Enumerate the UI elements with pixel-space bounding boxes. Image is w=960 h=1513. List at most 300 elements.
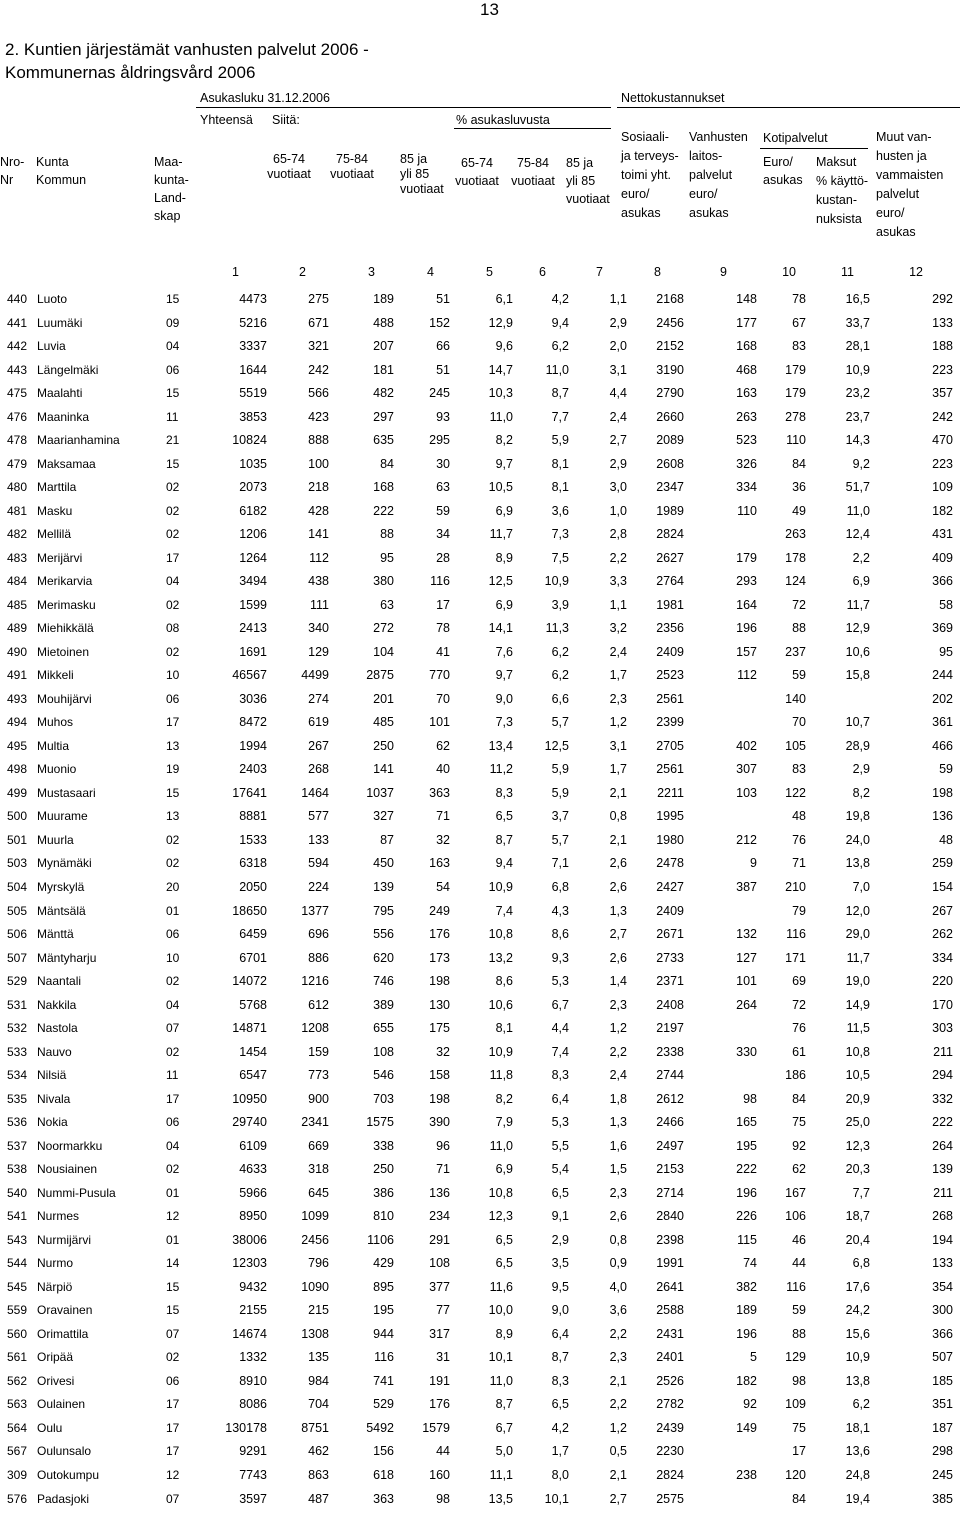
cell-kunta: Muonio: [37, 762, 77, 777]
cell-value: 17,6: [845, 1279, 870, 1294]
cell-value: 71: [792, 856, 806, 871]
cell-value: 13,4: [488, 738, 513, 753]
cell-value: 264: [932, 1138, 953, 1153]
cell-value: 263: [736, 409, 757, 424]
cell-value: 6,7: [495, 1420, 513, 1435]
cell-value: 111: [309, 597, 329, 612]
cell-value: 3,6: [551, 503, 569, 518]
cell-value: 8,3: [551, 1373, 569, 1388]
cell-value: 245: [429, 386, 450, 401]
cell-value: 390: [429, 1115, 450, 1130]
cell-value: 132: [736, 927, 757, 942]
cell-value: 387: [736, 880, 757, 894]
cell-value: 272: [373, 621, 394, 636]
header-sita: Siitä:: [272, 113, 300, 127]
cell-value: 11,0: [489, 409, 513, 424]
table-row: [0, 1019, 960, 1042]
cell-value: 1981: [656, 597, 684, 612]
column-number: 8: [654, 265, 661, 279]
cell-kunta: Nokia: [37, 1115, 68, 1130]
cell-value: 1,4: [609, 974, 627, 989]
cell-maakunta: 09: [166, 315, 180, 330]
header-nettokustannukset: Nettokustannukset: [621, 91, 725, 105]
cell-value: 8,1: [495, 1021, 513, 1036]
cell-value: 98: [436, 1491, 450, 1506]
cell-value: 224: [308, 880, 329, 894]
cell-value: 2,9: [609, 456, 627, 471]
cell-value: 2211: [657, 785, 684, 800]
cell-nro: 482: [7, 527, 28, 542]
cell-nro: 529: [7, 974, 28, 989]
cell-value: 14,1: [488, 621, 513, 636]
cell-value: 5,4: [551, 1162, 569, 1177]
cell-value: 215: [308, 1303, 329, 1318]
cell-value: 2050: [239, 880, 267, 894]
cell-value: 2,1: [609, 785, 627, 800]
cell-value: 168: [736, 339, 757, 354]
cell-value: 5,0: [495, 1444, 513, 1459]
cell-value: 8,1: [551, 480, 569, 495]
table-row: [0, 408, 960, 431]
cell-value: 2733: [656, 950, 684, 965]
cell-maakunta: 01: [166, 903, 180, 918]
cell-value: 2608: [656, 456, 684, 471]
cell-value: 2790: [656, 386, 684, 401]
cell-value: 29740: [232, 1115, 267, 1130]
cell-value: 2073: [239, 480, 267, 495]
cell-value: 529: [373, 1397, 394, 1412]
cell-value: 10824: [232, 433, 267, 448]
cell-value: 220: [932, 974, 953, 989]
cell-value: 3853: [239, 409, 267, 424]
cell-value: 2,4: [609, 409, 627, 424]
cell-value: 28,1: [845, 339, 870, 354]
cell-kunta: Mänttä: [37, 927, 74, 942]
cell-value: 112: [737, 668, 757, 683]
cell-value: 2824: [656, 1468, 684, 1482]
cell-value: 5,3: [551, 974, 569, 989]
cell-kunta: Muhos: [37, 715, 74, 730]
cell-value: 189: [373, 292, 394, 306]
cell-value: 83: [792, 339, 806, 354]
header-rule-nettokustannukset: [617, 107, 960, 108]
cell-value: 29,0: [845, 927, 870, 942]
cell-kunta: Maaninka: [37, 409, 90, 424]
cell-value: 17: [436, 597, 450, 612]
cell-nro: 562: [7, 1373, 28, 1388]
cell-value: 334: [736, 480, 757, 495]
cell-maakunta: 15: [166, 386, 180, 401]
cell-maakunta: 15: [166, 785, 180, 800]
cell-maakunta: 04: [166, 339, 180, 354]
cell-nro: 505: [7, 903, 28, 918]
cell-value: 173: [429, 950, 450, 965]
cell-value: 10,9: [544, 574, 569, 589]
cell-value: 218: [308, 480, 329, 495]
table-row: [0, 502, 960, 525]
cell-value: 59: [792, 1303, 806, 1318]
header-age-75-84: vuotiaat: [330, 167, 374, 181]
cell-value: 139: [373, 880, 394, 894]
cell-nro: 476: [7, 409, 28, 424]
cell-kunta: Luumäki: [37, 315, 83, 330]
header-sosiaali-terveys: euro/: [621, 187, 650, 201]
cell-value: 88: [792, 1326, 806, 1341]
table-row: [0, 1419, 960, 1442]
cell-value: 93: [436, 409, 450, 424]
cell-value: 5: [750, 1350, 757, 1365]
cell-value: 2,6: [609, 880, 627, 894]
cell-kunta: Muurame: [37, 809, 88, 824]
table-row: [0, 949, 960, 972]
header-pct-85: 85 ja: [566, 156, 594, 170]
cell-value: 115: [737, 1232, 757, 1247]
cell-value: 2526: [656, 1373, 684, 1388]
cell-value: 12,4: [845, 527, 870, 542]
cell-value: 2,0: [609, 339, 627, 354]
cell-value: 2523: [656, 668, 684, 683]
cell-value: 619: [308, 715, 329, 730]
cell-value: 101: [429, 715, 450, 730]
cell-value: 382: [736, 1279, 757, 1294]
cell-value: 944: [373, 1326, 394, 1341]
header-koti-euro: Euro/: [763, 155, 793, 169]
cell-value: 2,2: [609, 1326, 627, 1341]
cell-nro: 540: [7, 1185, 28, 1200]
cell-maakunta: 06: [166, 1373, 180, 1388]
cell-value: 156: [373, 1444, 394, 1459]
cell-value: 317: [429, 1326, 450, 1341]
cell-value: 9,7: [495, 668, 513, 683]
cell-value: 20,4: [845, 1232, 870, 1247]
cell-kunta: Myrskylä: [37, 880, 85, 894]
cell-value: 0,8: [609, 809, 627, 824]
cell-value: 116: [786, 927, 806, 942]
cell-value: 8950: [239, 1209, 267, 1224]
cell-value: 9,0: [495, 691, 513, 706]
cell-value: 105: [785, 738, 806, 753]
cell-value: 189: [736, 1303, 757, 1318]
cell-value: 264: [736, 997, 757, 1012]
cell-value: 8,3: [551, 1068, 569, 1083]
cell-value: 2,3: [609, 997, 627, 1012]
cell-value: 423: [308, 409, 329, 424]
table-row: [0, 1090, 960, 1113]
cell-maakunta: 02: [166, 480, 180, 495]
cell-value: 295: [429, 433, 450, 448]
cell-kunta: Mietoinen: [37, 644, 90, 659]
cell-kunta: Nauvo: [37, 1044, 72, 1059]
cell-value: 389: [373, 997, 394, 1012]
table-row: [0, 1301, 960, 1324]
cell-value: 2,7: [609, 433, 627, 448]
cell-value: 2341: [301, 1115, 329, 1130]
cell-value: 7,7: [852, 1185, 870, 1200]
cell-value: 61: [792, 1044, 806, 1059]
cell-value: 2401: [656, 1350, 684, 1365]
cell-kunta: Nakkila: [37, 997, 77, 1012]
table-row: [0, 337, 960, 360]
cell-value: 741: [373, 1373, 394, 1388]
cell-value: 5,9: [551, 762, 569, 777]
header-age-85: 85 ja: [400, 152, 428, 166]
cell-value: 10,5: [488, 480, 513, 495]
cell-value: 140: [785, 691, 806, 706]
column-number: 7: [596, 265, 603, 279]
cell-value: 23,7: [845, 409, 870, 424]
cell-value: 4,4: [551, 1021, 569, 1036]
cell-value: 2,4: [609, 1068, 627, 1083]
cell-value: 124: [785, 574, 806, 589]
cell-value: 59: [939, 762, 953, 777]
cell-value: 2671: [656, 927, 684, 942]
cell-maakunta: 17: [166, 1444, 180, 1459]
cell-value: 148: [736, 292, 757, 306]
cell-value: 244: [932, 668, 953, 683]
cell-value: 11,2: [489, 762, 513, 777]
cell-maakunta: 02: [166, 856, 180, 871]
cell-kunta: Mäntsälä: [37, 903, 86, 918]
cell-value: 12,9: [488, 315, 513, 330]
cell-maakunta: 07: [166, 1326, 180, 1341]
cell-value: 2,7: [609, 927, 627, 942]
cell-value: 1090: [301, 1279, 329, 1294]
table-row: [0, 478, 960, 501]
cell-value: 4,3: [551, 903, 569, 918]
cell-value: 6,2: [551, 668, 569, 683]
cell-nro: 503: [7, 856, 28, 871]
cell-maakunta: 02: [166, 974, 180, 989]
cell-value: 262: [932, 927, 953, 942]
header-vanhusten-laitos: palvelut: [689, 168, 733, 182]
cell-kunta: Luvia: [37, 339, 66, 354]
cell-value: 466: [932, 738, 953, 753]
table-row: [0, 1207, 960, 1230]
cell-value: 6109: [239, 1138, 267, 1153]
cell-value: 178: [785, 550, 806, 565]
cell-value: 5216: [239, 315, 267, 330]
cell-value: 196: [736, 1326, 757, 1341]
cell-kunta: Marttila: [37, 480, 77, 495]
cell-value: 10,6: [845, 644, 870, 659]
cell-value: 28,9: [845, 738, 870, 753]
table-row: [0, 314, 960, 337]
cell-value: 2403: [239, 762, 267, 777]
header-rule-kotipalvelut: [760, 148, 868, 149]
cell-value: 10,8: [488, 927, 513, 942]
cell-value: 95: [939, 644, 953, 659]
cell-value: 1575: [366, 1115, 394, 1130]
cell-value: 48: [939, 832, 953, 847]
cell-value: 1579: [422, 1420, 450, 1435]
cell-value: 303: [932, 1021, 953, 1036]
cell-value: 3,6: [609, 1303, 627, 1318]
cell-value: 176: [429, 1397, 450, 1412]
cell-value: 164: [736, 597, 757, 612]
cell-value: 152: [429, 315, 450, 330]
cell-value: 2230: [656, 1444, 684, 1459]
cell-value: 2155: [239, 1303, 267, 1318]
cell-value: 19,4: [845, 1491, 870, 1506]
cell-value: 900: [308, 1091, 329, 1106]
cell-value: 8910: [239, 1373, 267, 1388]
cell-value: 810: [373, 1209, 394, 1224]
cell-value: 44: [436, 1444, 450, 1459]
cell-value: 274: [308, 691, 329, 706]
cell-nro: 531: [7, 997, 28, 1012]
cell-maakunta: 02: [166, 597, 180, 612]
cell-value: 2409: [656, 903, 684, 918]
cell-value: 14,3: [845, 433, 870, 448]
cell-value: 2398: [656, 1232, 684, 1247]
cell-kunta: Nurmo: [37, 1256, 74, 1271]
cell-value: 3597: [239, 1491, 267, 1506]
cell-value: 84: [792, 456, 806, 471]
cell-value: 9,7: [495, 456, 513, 471]
column-number: 4: [427, 265, 434, 279]
cell-value: 3337: [239, 339, 267, 354]
cell-value: 704: [308, 1397, 329, 1412]
cell-value: 9,4: [551, 315, 569, 330]
table-row: [0, 996, 960, 1019]
cell-value: 7,3: [495, 715, 513, 730]
cell-value: 2478: [656, 856, 684, 871]
cell-value: 2627: [656, 550, 684, 565]
cell-value: 3,1: [609, 738, 627, 753]
cell-value: 5,9: [551, 785, 569, 800]
cell-value: 10,0: [488, 1303, 513, 1318]
cell-value: 24,2: [845, 1303, 870, 1318]
cell-value: 8,7: [495, 832, 513, 847]
cell-value: 7,7: [551, 409, 569, 424]
cell-value: 136: [932, 809, 953, 824]
cell-value: 103: [736, 785, 757, 800]
cell-value: 245: [932, 1468, 953, 1482]
cell-kunta: Oravainen: [37, 1303, 93, 1318]
cell-maakunta: 14: [166, 1256, 180, 1271]
cell-value: 109: [785, 1397, 806, 1412]
cell-value: 332: [932, 1091, 953, 1106]
cell-kunta: Närpiö: [37, 1279, 73, 1294]
cell-value: 4,0: [609, 1279, 627, 1294]
cell-value: 450: [373, 856, 394, 871]
cell-value: 2612: [656, 1091, 684, 1106]
cell-value: 0,9: [609, 1256, 627, 1271]
cell-value: 250: [373, 738, 394, 753]
cell-value: 2,1: [609, 1373, 627, 1388]
cell-value: 12,3: [488, 1209, 513, 1224]
cell-value: 2641: [656, 1279, 684, 1294]
column-number: 3: [368, 265, 375, 279]
cell-kunta: Mouhijärvi: [37, 691, 92, 706]
cell-nro: 541: [7, 1209, 28, 1224]
cell-value: 5519: [239, 386, 267, 401]
cell-nro: 440: [7, 292, 28, 306]
cell-value: 298: [932, 1444, 953, 1459]
cell-kunta: Mikkeli: [37, 668, 74, 683]
cell-value: 6,4: [551, 1326, 569, 1341]
column-number: 12: [909, 265, 923, 279]
cell-value: 242: [308, 362, 329, 377]
cell-value: 8,6: [495, 974, 513, 989]
cell-value: 4499: [301, 668, 329, 683]
cell-value: 110: [737, 503, 757, 518]
cell-value: 487: [308, 1491, 329, 1506]
cell-value: 44: [792, 1256, 806, 1271]
cell-value: 116: [786, 1279, 806, 1294]
cell-value: 2399: [656, 715, 684, 730]
table-row: [0, 431, 960, 454]
header-pct-75-84: 75-84: [517, 156, 549, 170]
cell-value: 669: [308, 1138, 329, 1153]
cell-maakunta: 10: [166, 668, 180, 683]
cell-value: 2347: [656, 480, 684, 495]
table-row: [0, 1442, 960, 1465]
cell-value: 1995: [656, 809, 684, 824]
cell-maakunta: 07: [166, 1021, 180, 1036]
cell-value: 4,2: [551, 292, 569, 306]
cell-nro: 480: [7, 480, 28, 495]
cell-value: 8,2: [495, 1091, 513, 1106]
cell-value: 133: [932, 1256, 953, 1271]
cell-value: 9,5: [551, 1279, 569, 1294]
cell-value: 163: [736, 386, 757, 401]
cell-kunta: Nastola: [37, 1021, 78, 1036]
cell-nro: 560: [7, 1326, 28, 1341]
cell-maakunta: 11: [166, 409, 179, 424]
cell-kunta: Muurla: [37, 832, 74, 847]
cell-value: 96: [436, 1138, 450, 1153]
cell-maakunta: 17: [166, 1397, 180, 1412]
cell-value: 2456: [301, 1232, 329, 1247]
cell-maakunta: 02: [166, 832, 180, 847]
table-row: [0, 737, 960, 760]
cell-value: 380: [373, 574, 394, 589]
cell-value: 69: [792, 974, 806, 989]
cell-value: 5,7: [551, 832, 569, 847]
cell-value: 8,3: [495, 785, 513, 800]
cell-value: 18,7: [845, 1209, 870, 1224]
cell-value: 212: [736, 832, 757, 847]
cell-value: 703: [373, 1091, 394, 1106]
cell-nro: 545: [7, 1279, 28, 1294]
cell-value: 8,1: [551, 456, 569, 471]
cell-value: 185: [932, 1373, 953, 1388]
header-sosiaali-terveys: toimi yht.: [621, 168, 672, 182]
cell-kunta: Längelmäki: [37, 362, 99, 377]
cell-value: 11,5: [846, 1021, 870, 1036]
cell-value: 165: [736, 1115, 757, 1130]
cell-nro: 443: [7, 362, 28, 377]
cell-value: 10,7: [845, 715, 870, 730]
cell-value: 2152: [656, 339, 684, 354]
cell-maakunta: 15: [166, 292, 180, 306]
cell-value: 2,3: [609, 691, 627, 706]
cell-value: 14072: [232, 974, 267, 989]
cell-value: 886: [308, 950, 329, 965]
cell-kunta: Noormarkku: [37, 1138, 103, 1153]
cell-value: 645: [308, 1185, 329, 1200]
column-number: 2: [299, 265, 306, 279]
cell-kunta: Oulu: [37, 1420, 63, 1435]
cell-value: 88: [792, 621, 806, 636]
cell-maakunta: 06: [166, 362, 180, 377]
cell-value: 1533: [239, 832, 267, 847]
cell-value: 10,8: [845, 1044, 870, 1059]
cell-value: 24,0: [845, 832, 870, 847]
cell-value: 11,7: [846, 597, 870, 612]
cell-value: 655: [373, 1021, 394, 1036]
